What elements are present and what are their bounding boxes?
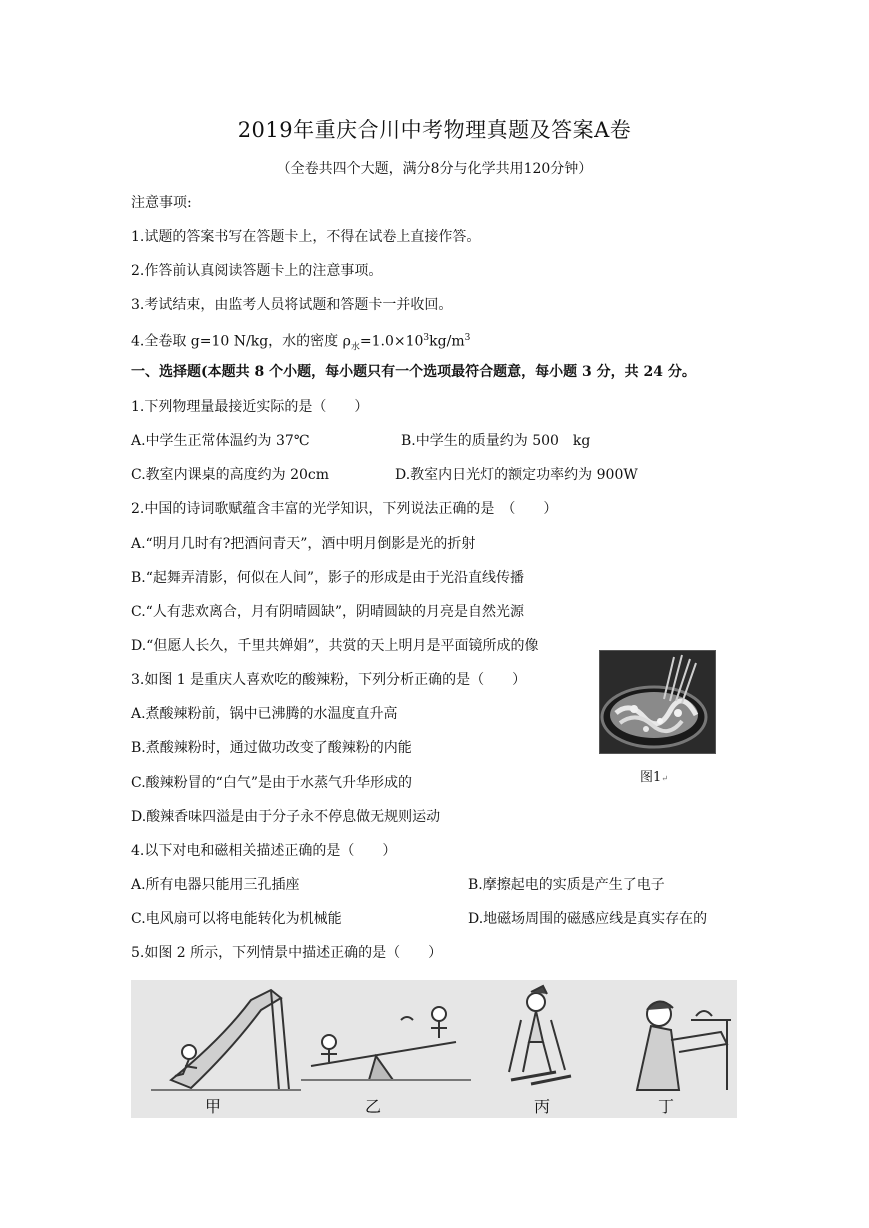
q5-stem: 5.如图 2 所示，下列情景中描述正确的是（ ）	[131, 945, 443, 961]
q4-option-a: A.所有电器只能用三孔插座	[131, 877, 300, 893]
note-item-4-sub: 水	[350, 342, 360, 353]
note-item-3: 3.考试结束，由监考人员将试题和答题卡一并收回。	[131, 297, 453, 313]
q2-stem: 2.中国的诗词歌赋蕴含丰富的光学知识，下列说法正确的是 （ ）	[131, 501, 558, 517]
q2-option-d: D.“但愿人长久，千里共婵娟”，共赏的天上明月是平面镜所成的像	[131, 638, 539, 654]
q1-option-c: C.教室内课桌的高度约为 20cm	[131, 467, 330, 483]
q4-stem: 4.以下对电和磁相关描述正确的是（ ）	[131, 843, 397, 859]
q4-option-d: D.地磁场周围的磁感应线是真实存在的	[468, 911, 708, 927]
q3-stem: 3.如图 1 是重庆人喜欢吃的酸辣粉，下列分析正确的是（ ）	[131, 672, 527, 688]
note-item-4-prefix: 4.全卷取 g=10 N/kg，水的密度 ρ	[131, 333, 351, 350]
q1-option-d: D.教室内日光灯的额定功率约为 900W	[395, 467, 638, 483]
q2-option-c: C.“人有悲欢离合，月有阴晴圆缺”，阴晴圆缺的月亮是自然光源	[131, 604, 524, 620]
q4-option-b: B.摩擦起电的实质是产生了电子	[468, 877, 665, 893]
q2-option-a: A.“明月几时有?把酒问青天”，酒中明月倒影是光的折射	[131, 536, 476, 552]
notes-heading: 注意事项:	[131, 195, 192, 211]
page-subtitle: （全卷共四个大题，满分8分与化学共用120分钟）	[276, 161, 593, 177]
q3-option-a: A.煮酸辣粉前，锅中已沸腾的水温度直升高	[131, 706, 398, 722]
note-item-4-mid: =1.0×10	[359, 333, 424, 350]
q3-option-d: D.酸辣香味四溢是由于分子永不停息做无规则运动	[131, 809, 441, 825]
q3-option-b: B.煮酸辣粉时，通过做功改变了酸辣粉的内能	[131, 740, 412, 756]
q3-option-c: C.酸辣粉冒的“白气”是由于水蒸气升华形成的	[131, 775, 412, 791]
figure-1-caption	[640, 766, 668, 785]
q1-option-a: A.中学生正常体温约为 37℃	[131, 433, 310, 449]
scene-seesaw-illustration	[301, 1007, 471, 1080]
note-item-1: 1.试题的答案书写在答题卡上，不得在试卷上直接作答。	[131, 229, 481, 245]
scene-person-illustration	[637, 1001, 731, 1090]
scene-slide-illustration	[151, 990, 301, 1090]
q1-stem: 1.下列物理量最接近实际的是（ ）	[131, 399, 369, 415]
note-item-4-unit-sup: 3	[464, 333, 471, 343]
figure-2-illustration	[131, 980, 737, 1118]
section-1-heading: 一、选择题(本题共 8 个小题，每小题只有一个选项最符合题意，每小题 3 分，共 24 分。	[131, 364, 696, 380]
note-item-4-sup: 3	[423, 333, 430, 343]
scene-skier-illustration	[509, 986, 571, 1084]
note-item-4-unit: kg/m	[429, 333, 465, 350]
figure-2-label-bing: 丙	[534, 1097, 551, 1116]
figure-2-label-ding: 丁	[658, 1097, 675, 1116]
figure-2-scenes	[131, 980, 737, 1118]
figure-1-caption-text: 图1	[640, 770, 662, 785]
note-item-4	[131, 328, 470, 357]
figure-2-label-yi: 乙	[365, 1097, 382, 1116]
q1-option-b: B.中学生的质量约为 500 kg	[401, 433, 591, 449]
figure-1-noodle-photo	[599, 650, 716, 754]
figure-2-label-jia: 甲	[205, 1097, 222, 1116]
page-title: 2019年重庆合川中考物理真题及答案A卷	[237, 118, 632, 142]
note-item-2: 2.作答前认真阅读答题卡上的注意事项。	[131, 263, 383, 279]
noodle-photo-illustration	[600, 651, 715, 753]
q4-option-c: C.电风扇可以将电能转化为机械能	[131, 911, 342, 927]
q2-option-b: B.“起舞弄清影，何似在人间”，影子的形成是由于光沿直线传播	[131, 570, 525, 586]
figure-1-caption-mark: ↵	[661, 774, 668, 783]
